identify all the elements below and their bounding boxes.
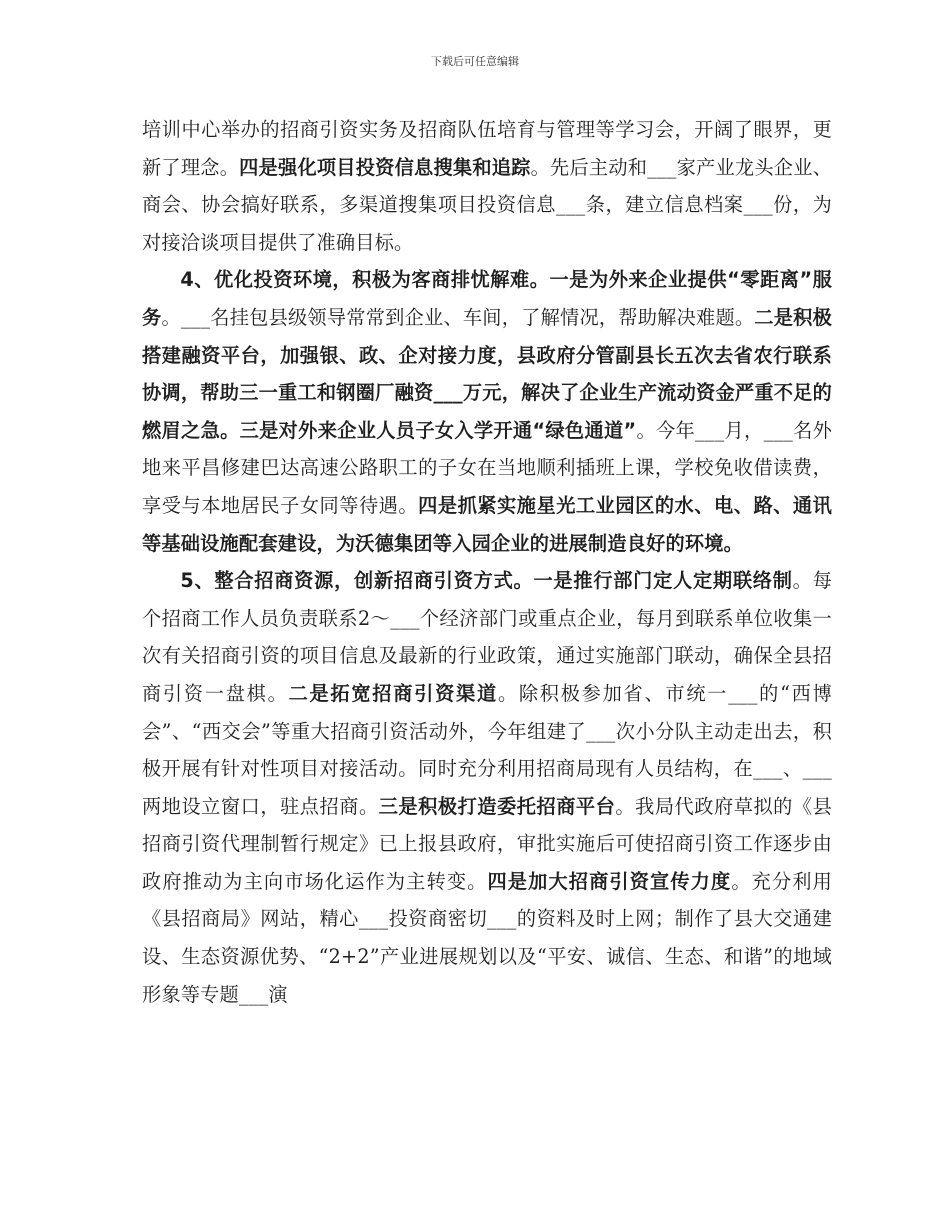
bold-heading-run: 四是加大招商引资宣传力度: [487, 869, 732, 893]
paragraph-3: [142, 562, 832, 1013]
text-run: 。___名挂包县级领导常常到企业、车间，了解情况，帮助解决难题。: [161, 305, 755, 329]
text-run: 培训中心举办的招商引资实务及招商队伍培育与管理等学习会，开阔了眼界，更新了理念。: [142, 118, 832, 179]
bold-heading-run: 二是积极搭建融资平台，加强银、政、企对接力度，县政府分管副县长五次去省农行联系协调，帮助三一重工和钢圈厂融资___万元，解决了企业生产流动资金严重不足的燃眉之急。三是对外来企业人员子女入学开通“绿色通道”: [142, 305, 832, 442]
text-run: 。今年___月，___名外地来平昌修建巴达高速公路职工的子女在当地顺利插班上课，学校免收借读费，享受与本地居民子女同等待遇。: [142, 418, 833, 517]
bold-heading-run: 四是强化项目投资信息搜集和追踪: [239, 155, 531, 179]
paragraph-1: [142, 111, 832, 261]
document-body: [142, 111, 832, 1013]
page-header: 下载后可任意编辑: [431, 55, 519, 68]
bold-heading-run: 二是拓宽招商引资渠道: [288, 681, 498, 705]
bold-heading-run: 三是积极打造委托招商平台: [378, 794, 616, 818]
paragraph-2: [142, 261, 832, 562]
text-run: 。充分利用《县招商局》网站，精心___投资商密切___的资料及时上网；制作了县大交通建设、生态资源优势、“2+2”产业进展规划以及“平安、诚信、生态、和谐”的地域形象等专题___演: [142, 869, 833, 1006]
text-run: 。我局代政府草拟的《县招商引资代理制暂行规定》已上报县政府，审批实施后可使招商引资工作逐步由政府推动为主向市场化运作为主转变。: [142, 794, 832, 893]
bold-heading-run: 4、优化投资环境，积极为客商排忧解难。一是为外来企业提供“零距离”服务: [142, 268, 832, 329]
text-run: 。先后主动和___家产业龙头企业、商会、协会搞好联系，多渠道搜集项目投资信息___条，建立信息档案___份，为对接洽谈项目提供了准确目标。: [142, 155, 833, 254]
text-run: 。每个招商工作人员负责联系2～___个经济部门或重点企业，每月到联系单位收集一次有关招商引资的项目信息及最新的行业政策，通过实施部门联动，确保全县招商引资一盘棋。: [142, 569, 832, 705]
bold-heading-run: 5、整合招商资源，创新招商引资方式。一是推行部门定人定期联络制: [180, 569, 793, 593]
bold-heading-run: 四是抓紧实施星光工业园区的水、电、路、通讯等基础设施配套建设，为沃德集团等入园企业的进展制造良好的环境。: [142, 493, 832, 555]
text-run: 。除积极参加省、市统一___的“西博会”、“西交会”等重大招商引资活动外，今年组建了___次小分队主动走出去，积极开展有针对性项目对接活动。同时充分利用招商局现有人员结构，在___、___两地设立窗口，驻点招商。: [142, 681, 832, 818]
